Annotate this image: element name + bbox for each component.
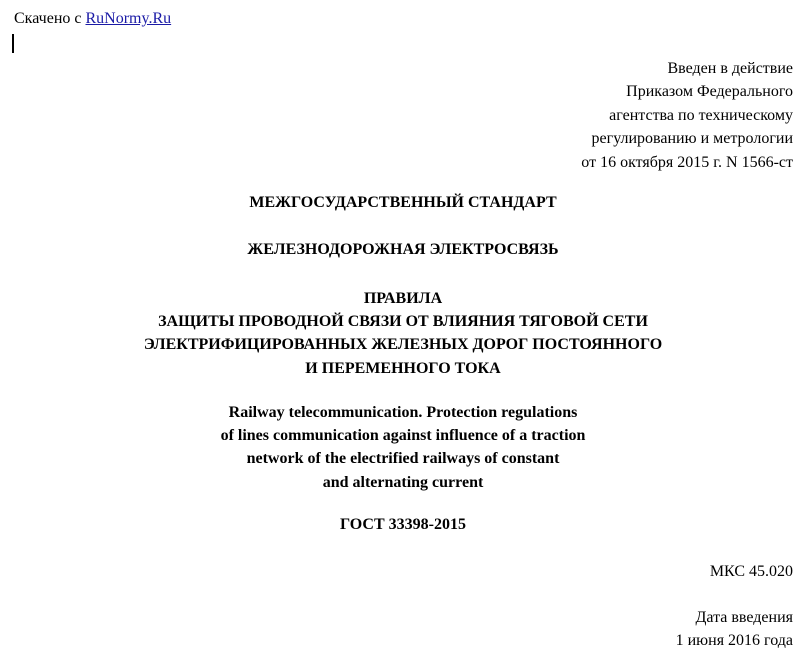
approval-line: агентства по техническому (609, 106, 793, 124)
title-russian (0, 287, 799, 380)
intro-date: 1 июня 2016 года (675, 632, 793, 649)
standard-type-heading: МЕЖГОСУДАРСТВЕННЫЙ СТАНДАРТ (249, 194, 557, 211)
title-en-line: of lines communication against influence of a traction (220, 427, 586, 445)
text-cursor (12, 34, 14, 53)
mks-code: МКС 45.020 (709, 563, 793, 580)
title-en-line: network of the electrified railways of constant (246, 450, 560, 468)
field-heading: ЖЕЛЕЗНОДОРОЖНАЯ ЭЛЕКТРОСВЯЗЬ (247, 241, 559, 258)
approval-line: Введен в действие (667, 60, 793, 77)
title-ru-line: ЭЛЕКТРИФИЦИРОВАННЫХ ЖЕЛЕЗНЫХ ДОРОГ ПОСТОЯННОГО (143, 336, 663, 354)
runormy-link[interactable]: RuNormy.Ru (85, 10, 172, 27)
title-english (0, 401, 799, 494)
source-line (14, 9, 171, 29)
intro-label: Дата введения (695, 609, 793, 626)
title-ru-line: ПРАВИЛА (363, 290, 443, 307)
title-ru-line: И ПЕРЕМЕННОГО ТОКА (305, 359, 501, 377)
title-en-line: Railway telecommunication. Protection regulations (228, 404, 578, 421)
title-en-line: and alternating current (322, 473, 484, 491)
introduction-date-block (676, 606, 793, 652)
downloaded-prefix: Скачено с (14, 10, 82, 27)
approval-block (581, 57, 793, 174)
title-ru-line: ЗАЩИТЫ ПРОВОДНОЙ СВЯЗИ ОТ ВЛИЯНИЯ ТЯГОВОЙ СЕТИ (158, 313, 648, 331)
approval-line: Приказом Федерального (626, 83, 793, 101)
gost-number: ГОСТ 33398-2015 (340, 516, 466, 533)
approval-line: от 16 октября 2015 г. N 1566-ст (581, 153, 793, 171)
approval-line: регулированию и метрологии (591, 130, 793, 148)
